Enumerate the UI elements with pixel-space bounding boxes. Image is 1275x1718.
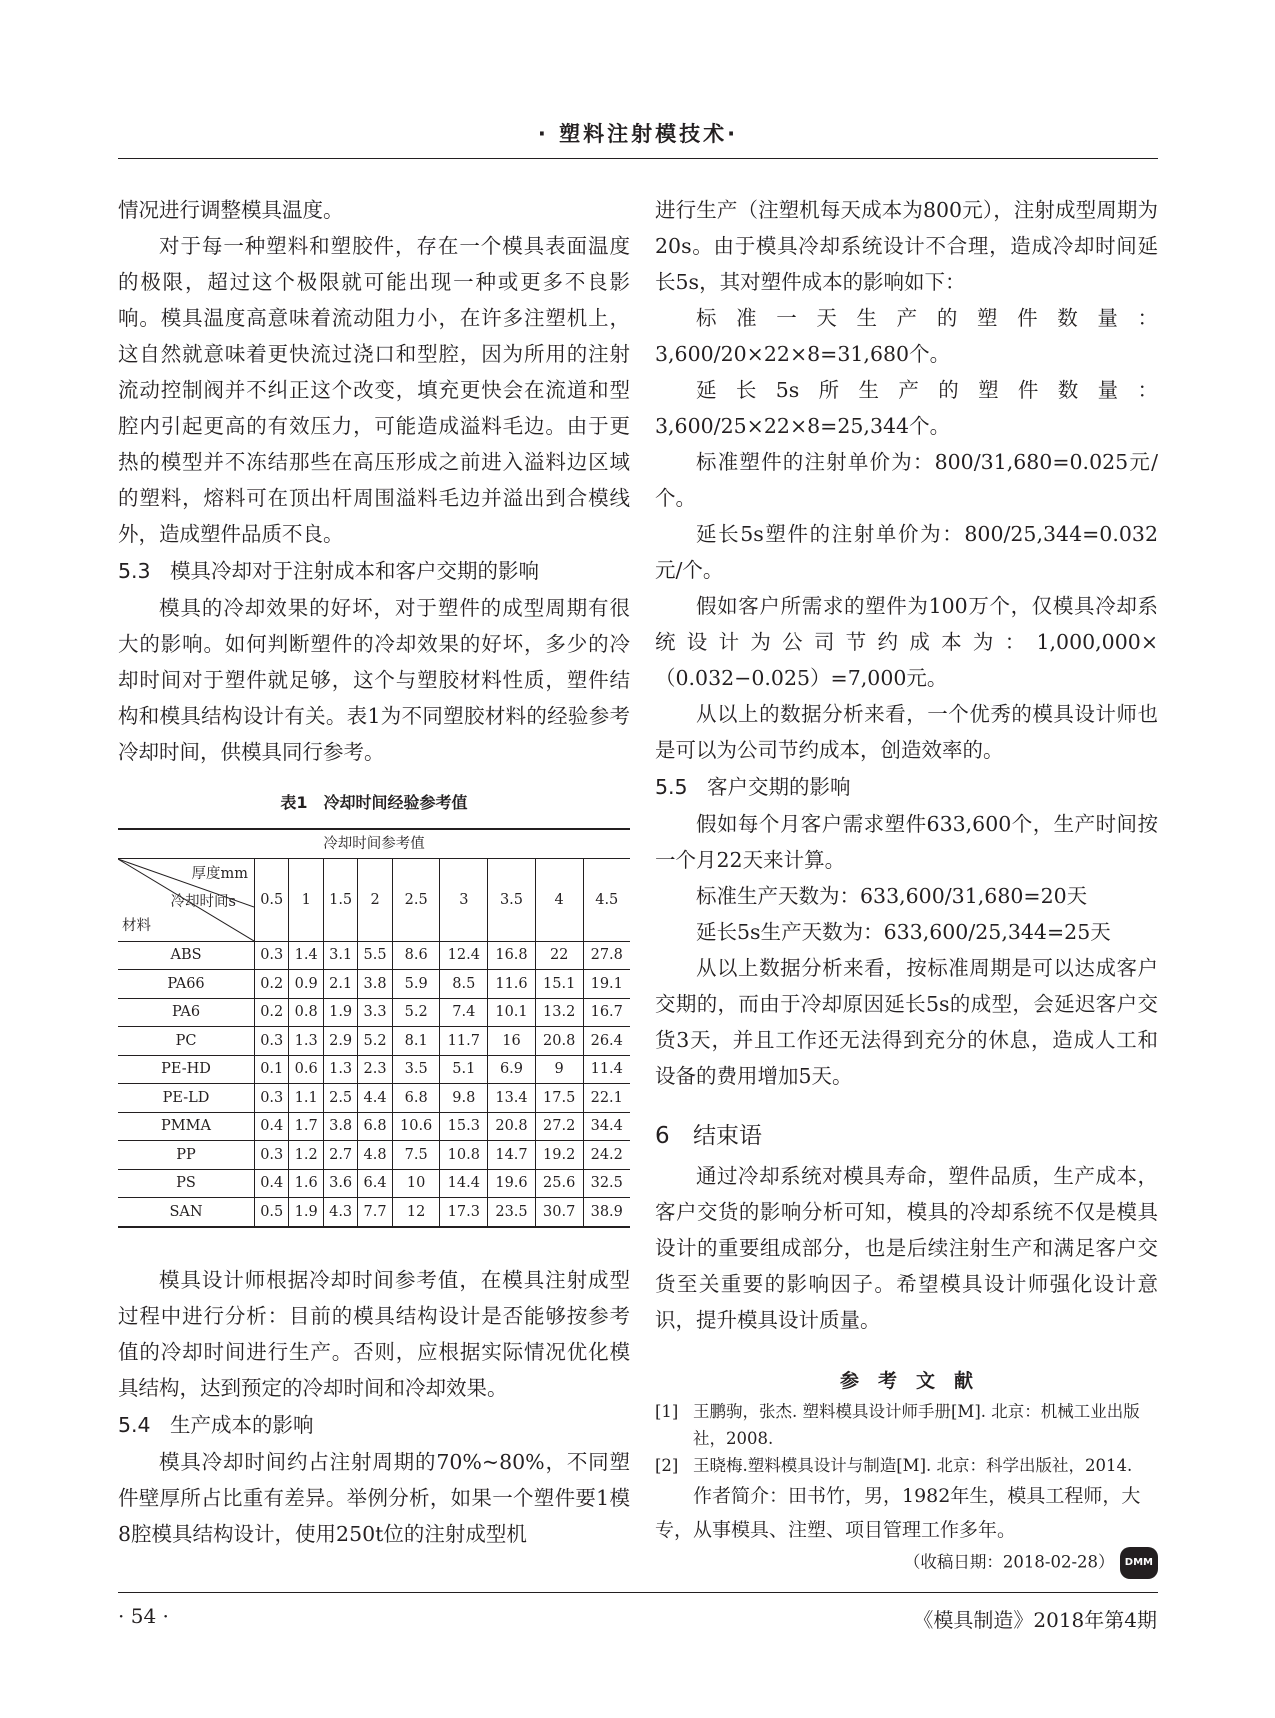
value-cell: 3.8 <box>323 1112 357 1141</box>
value-cell: 2.7 <box>323 1141 357 1170</box>
column-header: 1 <box>289 858 323 941</box>
value-cell: 24.2 <box>583 1141 630 1170</box>
paragraph: 对于每一种塑料和塑胶件，存在一个模具表面温度的极限，超过这个极限就可能出现一种或更多不良影响。模具温度高意味着流动阻力小，在许多注塑机上，这自然就意味着更快流过浇口和型腔，因为所用的注射流动控制阀并不纠正这个改变，填充更快会在流道和型腔内引起更高的有效压力，可能造成溢料毛边。由于更热的模型并不冻结那些在高压形成之前进入溢料边区域的塑料，熔料可在顶出杆周围溢料毛边并溢出到合模线外，造成塑件品质不良。 <box>118 234 630 546</box>
value-cell: 0.3 <box>255 1084 289 1113</box>
value-cell: 6.4 <box>358 1169 392 1198</box>
page-number: · 54 · <box>118 1604 169 1628</box>
value-cell: 1.2 <box>289 1141 323 1170</box>
section-number: 6 <box>655 1123 670 1149</box>
value-cell: 22 <box>535 941 583 970</box>
column-header: 3 <box>440 858 488 941</box>
value-cell: 5.9 <box>392 970 440 999</box>
value-cell: 0.3 <box>255 1141 289 1170</box>
value-cell: 0.3 <box>255 941 289 970</box>
value-cell: 15.3 <box>440 1112 488 1141</box>
material-cell: PS <box>118 1169 255 1198</box>
value-cell: 4.3 <box>323 1198 357 1227</box>
section-title: 生产成本的影响 <box>170 1412 314 1437</box>
value-cell: 7.4 <box>440 998 488 1027</box>
value-cell: 38.9 <box>583 1198 630 1227</box>
value-cell: 13.2 <box>535 998 583 1027</box>
value-cell: 6.8 <box>358 1112 392 1141</box>
received-date: （收稿日期：2018-02-28） <box>903 1552 1115 1572</box>
paragraph: 从以上数据分析来看，按标准周期是可以达成客户交期的，而由于冷却原因延长5s的成型，会延迟客户交货3天，并且工作还无法得到充分的休息，造成人工和设备的费用增加5天。 <box>655 956 1158 1088</box>
section-title: 结束语 <box>693 1123 762 1149</box>
value-cell: 9 <box>535 1055 583 1084</box>
paragraph: 从以上的数据分析来看，一个优秀的模具设计师也是可以为公司节约成本，创造效率的。 <box>655 702 1158 762</box>
value-cell: 3.5 <box>392 1055 440 1084</box>
material-cell: PA66 <box>118 970 255 999</box>
table-row <box>118 941 630 970</box>
right-column <box>655 192 1158 1579</box>
value-cell: 16.8 <box>488 941 536 970</box>
column-header: 3.5 <box>488 858 536 941</box>
value-cell: 3.6 <box>323 1169 357 1198</box>
value-cell: 1.3 <box>323 1055 357 1084</box>
section-number: 5.5 <box>655 775 688 799</box>
value-cell: 0.6 <box>289 1055 323 1084</box>
paragraph: 模具的冷却效果的好坏，对于塑件的成型周期有很大的影响。如何判断塑件的冷却效果的好坏，多少的冷却时间对于塑件就足够，这个与塑胶材料性质，塑件结构和模具结构设计有关。表1为不同塑胶材料的经验参考冷却时间，供模具同行参考。 <box>118 596 630 764</box>
cooling-time-table <box>118 828 630 1228</box>
value-cell: 19.6 <box>488 1169 536 1198</box>
section-heading-5-3 <box>118 552 630 590</box>
value-cell: 10.8 <box>440 1141 488 1170</box>
value-cell: 5.2 <box>358 1027 392 1056</box>
value-cell: 17.5 <box>535 1084 583 1113</box>
value-cell: 3.3 <box>358 998 392 1027</box>
paragraph: 情况进行调整模具温度。 <box>118 198 344 222</box>
value-cell: 7.7 <box>358 1198 392 1227</box>
diag-label-material: 材料 <box>122 917 151 934</box>
value-cell: 6.8 <box>392 1084 440 1113</box>
calc-line: 标准一天生产的塑件数量：3,600/20×22×8=31,680个。 <box>655 306 1158 366</box>
value-cell: 13.4 <box>488 1084 536 1113</box>
value-cell: 1.9 <box>323 998 357 1027</box>
value-cell: 1.1 <box>289 1084 323 1113</box>
value-cell: 27.8 <box>583 941 630 970</box>
diag-label-thickness: 厚度mm <box>191 865 248 882</box>
value-cell: 11.4 <box>583 1055 630 1084</box>
table-row <box>118 998 630 1027</box>
value-cell: 1.6 <box>289 1169 323 1198</box>
column-header: 1.5 <box>323 858 357 941</box>
calc-line: 延长5s所生产的塑件数量：3,600/25×22×8=25,344个。 <box>655 378 1158 438</box>
value-cell: 9.8 <box>440 1084 488 1113</box>
section-number: 5.4 <box>118 1412 151 1437</box>
value-cell: 6.9 <box>488 1055 536 1084</box>
value-cell: 5.5 <box>358 941 392 970</box>
table-row <box>118 1055 630 1084</box>
column-header: 2.5 <box>392 858 440 941</box>
table-header-row <box>118 858 630 941</box>
diag-label-time: 冷却时间s <box>170 893 236 910</box>
material-cell: PE-LD <box>118 1084 255 1113</box>
value-cell: 30.7 <box>535 1198 583 1227</box>
value-cell: 15.1 <box>535 970 583 999</box>
material-cell: PA6 <box>118 998 255 1027</box>
value-cell: 4.8 <box>358 1141 392 1170</box>
section-heading-5-5 <box>655 768 1158 806</box>
value-cell: 16.7 <box>583 998 630 1027</box>
value-cell: 2.3 <box>358 1055 392 1084</box>
table-row <box>118 1198 630 1227</box>
value-cell: 5.2 <box>392 998 440 1027</box>
value-cell: 14.4 <box>440 1169 488 1198</box>
value-cell: 3.8 <box>358 970 392 999</box>
table-row <box>118 1141 630 1170</box>
value-cell: 14.7 <box>488 1141 536 1170</box>
value-cell: 2.5 <box>323 1084 357 1113</box>
reference-text: 王晓梅.塑料模具设计与制造[M]. 北京：科学出版社，2014. <box>693 1456 1133 1475</box>
table-row <box>118 1112 630 1141</box>
paragraph: 模具冷却时间约占注射周期的70%~80%，不同塑件壁厚所占比重有差异。举例分析，如果一个塑件要1模8腔模具结构设计，使用250t位的注射成型机 <box>118 1449 630 1546</box>
value-cell: 8.1 <box>392 1027 440 1056</box>
value-cell: 1.7 <box>289 1112 323 1141</box>
section-title: 客户交期的影响 <box>707 775 851 799</box>
value-cell: 0.1 <box>255 1055 289 1084</box>
value-cell: 27.2 <box>535 1112 583 1141</box>
value-cell: 12.4 <box>440 941 488 970</box>
value-cell: 8.6 <box>392 941 440 970</box>
footer-rule <box>118 1592 1158 1593</box>
reference-item <box>655 1398 1158 1452</box>
calc-line: 延长5s塑件的注射单价为：800/25,344=0.032元/个。 <box>655 522 1158 582</box>
column-header: 4.5 <box>583 858 630 941</box>
value-cell: 1.4 <box>289 941 323 970</box>
paragraph: 通过冷却系统对模具寿命，塑件品质，生产成本，客户交货的影响分析可知，模具的冷却系统不仅是模具设计的重要组成部分，也是后续注射生产和满足客户交货至关重要的影响因子。希望模具设计师强化设计意识，提升模具设计质量。 <box>655 1164 1158 1332</box>
material-cell: PMMA <box>118 1112 255 1141</box>
value-cell: 3.1 <box>323 941 357 970</box>
value-cell: 0.9 <box>289 970 323 999</box>
diagonal-header-cell <box>118 858 255 941</box>
paragraph: 假如每个月客户需求塑件633,600个，生产时间按一个月22天来计算。 <box>655 812 1158 872</box>
value-cell: 16 <box>488 1027 536 1056</box>
material-cell: PE-HD <box>118 1055 255 1084</box>
table-top-header: 冷却时间参考值 <box>118 829 630 858</box>
left-column <box>118 192 630 1552</box>
value-cell: 4.4 <box>358 1084 392 1113</box>
reference-number: [1] <box>655 1402 679 1421</box>
references-heading: 参 考 文 献 <box>839 1370 973 1392</box>
value-cell: 20.8 <box>488 1112 536 1141</box>
value-cell: 5.1 <box>440 1055 488 1084</box>
value-cell: 11.6 <box>488 970 536 999</box>
value-cell: 19.2 <box>535 1141 583 1170</box>
reference-number: [2] <box>655 1456 679 1475</box>
material-cell: PP <box>118 1141 255 1170</box>
journal-issue: 《模具制造》2018年第4期 <box>913 1608 1157 1632</box>
value-cell: 10.1 <box>488 998 536 1027</box>
table-row <box>118 970 630 999</box>
value-cell: 25.6 <box>535 1169 583 1198</box>
dmm-logo: DMM <box>1120 1547 1158 1579</box>
section-title: 模具冷却对于注射成本和客户交期的影响 <box>170 559 539 583</box>
material-cell: PC <box>118 1027 255 1056</box>
material-cell: SAN <box>118 1198 255 1227</box>
table-row <box>118 1027 630 1056</box>
reference-text: 王鹏驹，张杰. 塑料模具设计师手册[M]. 北京：机械工业出版社，2008. <box>693 1402 1140 1448</box>
value-cell: 0.2 <box>255 998 289 1027</box>
value-cell: 7.5 <box>392 1141 440 1170</box>
table-row <box>118 1084 630 1113</box>
value-cell: 17.3 <box>440 1198 488 1227</box>
calc-line: 标准塑件的注射单价为：800/31,680=0.025元/个。 <box>655 450 1158 510</box>
table-row <box>118 1169 630 1198</box>
value-cell: 0.2 <box>255 970 289 999</box>
value-cell: 20.8 <box>535 1027 583 1056</box>
author-bio: 作者简介：田书竹，男，1982年生，模具工程师，大专，从事模具、注塑、项目管理工作多年。 <box>655 1485 1141 1541</box>
paragraph: 模具设计师根据冷却时间参考值，在模具注射成型过程中进行分析：目前的模具结构设计是否能够按参考值的冷却时间进行生产。否则，应根据实际情况优化模具结构，达到预定的冷却时间和冷却效果。 <box>118 1267 630 1400</box>
value-cell: 0.5 <box>255 1198 289 1227</box>
value-cell: 2.9 <box>323 1027 357 1056</box>
reference-item <box>655 1452 1158 1479</box>
value-cell: 23.5 <box>488 1198 536 1227</box>
section-heading-6 <box>655 1114 1158 1158</box>
value-cell: 10 <box>392 1169 440 1198</box>
section-heading-5-4 <box>118 1406 630 1444</box>
references-list <box>655 1398 1158 1479</box>
value-cell: 19.1 <box>583 970 630 999</box>
value-cell: 8.5 <box>440 970 488 999</box>
paragraph: 假如客户所需求的塑件为100万个，仅模具冷却系统设计为公司节约成本为：1,000,000×（0.032−0.025）=7,000元。 <box>655 594 1158 690</box>
running-header: · 塑料注射模技术· <box>537 122 739 146</box>
paragraph: 进行生产（注塑机每天成本为800元），注射成型周期为20s。由于模具冷却系统设计不合理，造成冷却时间延长5s，其对塑件成本的影响如下： <box>655 198 1158 294</box>
value-cell: 0.4 <box>255 1112 289 1141</box>
value-cell: 12 <box>392 1198 440 1227</box>
value-cell: 1.9 <box>289 1198 323 1227</box>
value-cell: 10.6 <box>392 1112 440 1141</box>
value-cell: 2.1 <box>323 970 357 999</box>
section-number: 5.3 <box>118 559 151 583</box>
calc-line: 标准生产天数为：633,600/31,680=20天 <box>696 884 1088 908</box>
column-header: 0.5 <box>255 858 289 941</box>
material-cell: ABS <box>118 941 255 970</box>
header-rule <box>118 158 1158 159</box>
value-cell: 0.3 <box>255 1027 289 1056</box>
value-cell: 34.4 <box>583 1112 630 1141</box>
received-date-line <box>655 1547 1158 1579</box>
calc-line: 延长5s生产天数为：633,600/25,344=25天 <box>696 920 1111 944</box>
value-cell: 0.4 <box>255 1169 289 1198</box>
value-cell: 1.3 <box>289 1027 323 1056</box>
value-cell: 26.4 <box>583 1027 630 1056</box>
column-header: 2 <box>358 858 392 941</box>
value-cell: 22.1 <box>583 1084 630 1113</box>
column-header: 4 <box>535 858 583 941</box>
value-cell: 32.5 <box>583 1169 630 1198</box>
table-body <box>118 941 630 1227</box>
value-cell: 0.8 <box>289 998 323 1027</box>
value-cell: 11.7 <box>440 1027 488 1056</box>
table-caption: 表1 冷却时间经验参考值 <box>280 793 468 812</box>
